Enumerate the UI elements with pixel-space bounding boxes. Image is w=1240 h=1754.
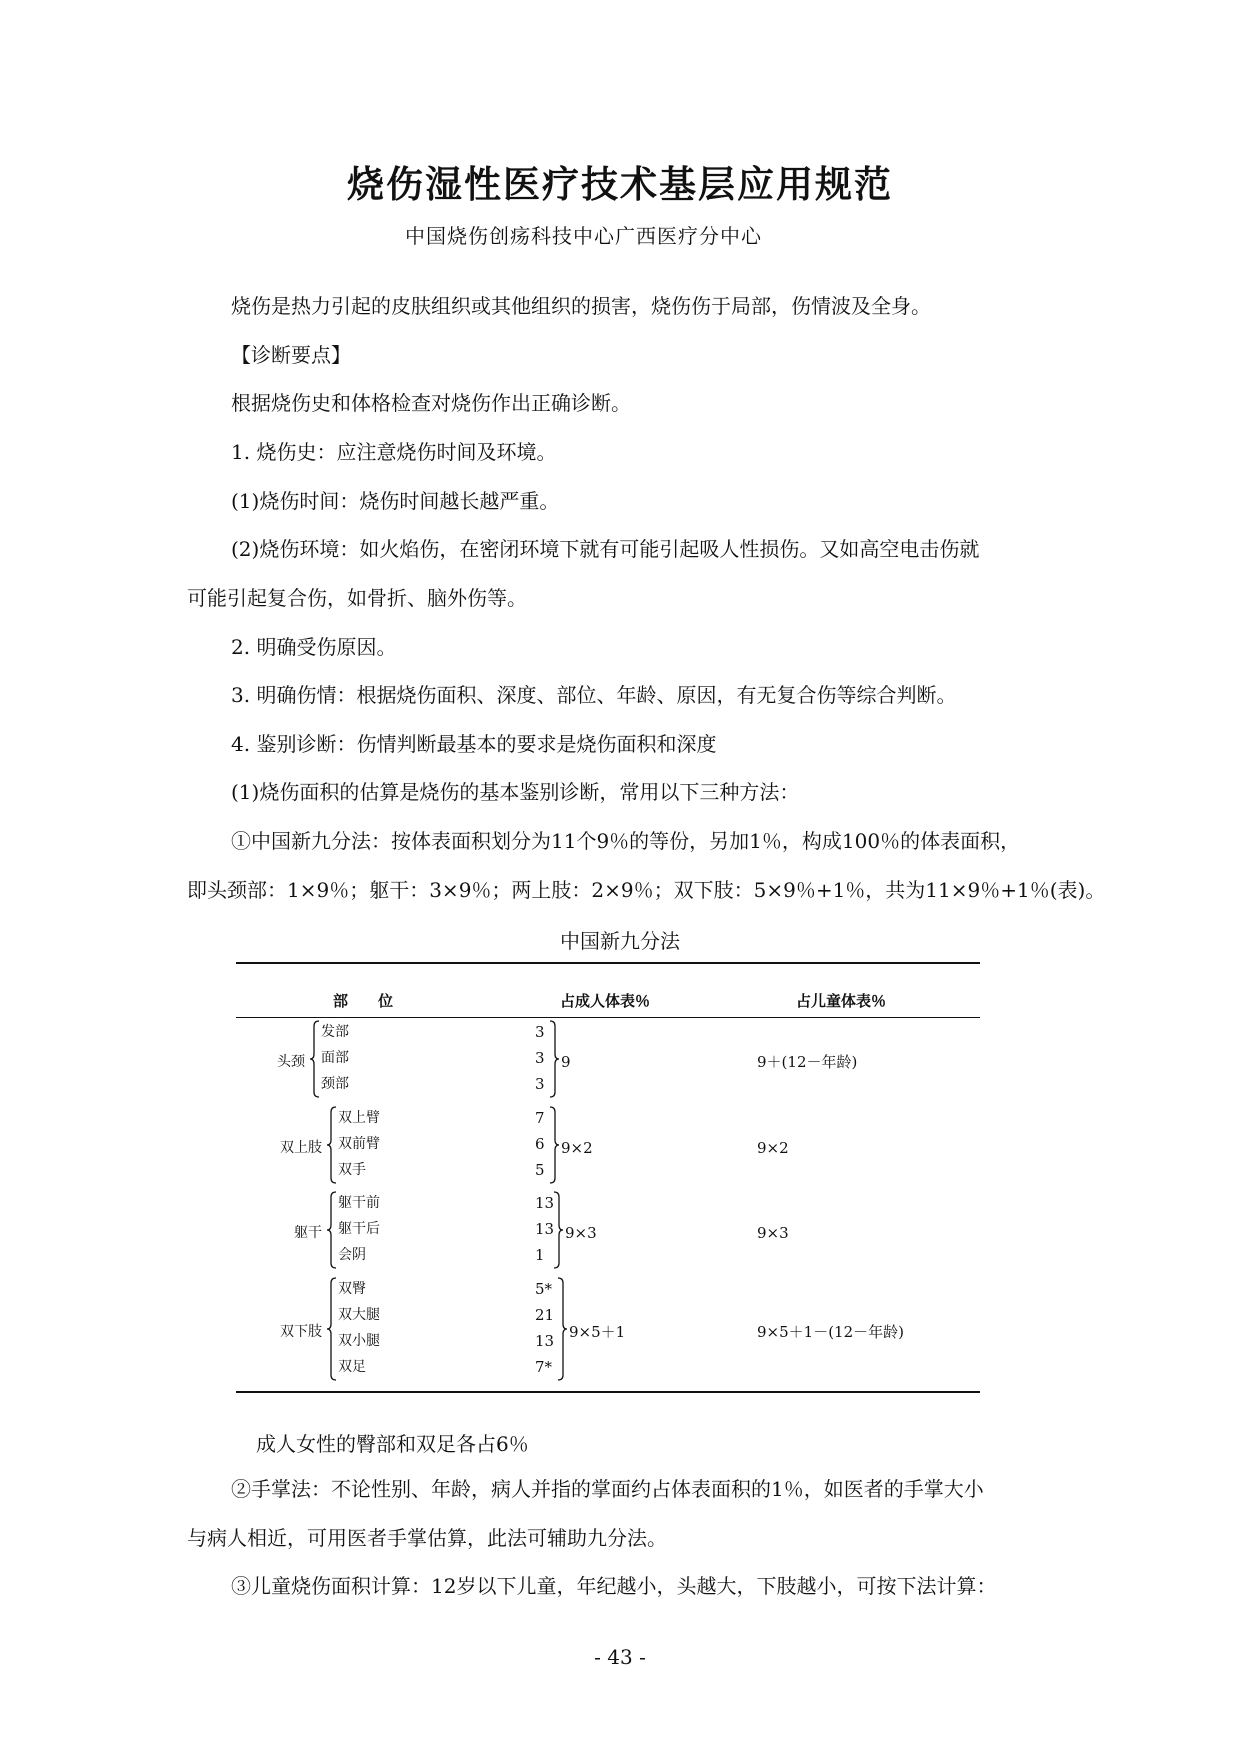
document-subtitle: 中国烧伤创疡科技中心广西医疗分中心 — [405, 224, 762, 248]
adult-percent-value: 21 — [535, 1306, 555, 1324]
table-top-rule — [236, 962, 980, 964]
body-part-label: 面部 — [321, 1050, 349, 1066]
row-group-label: 双下肢 — [280, 1324, 322, 1340]
child-percent-value: 9×3 — [757, 1224, 789, 1242]
adult-group-total: 9×3 — [565, 1224, 597, 1242]
paragraph: 4. 鉴别诊断：伤情判断最基本的要求是烧伤面积和深度 — [231, 732, 717, 756]
adult-percent-value: 13 — [535, 1220, 555, 1238]
adult-percent-value: 3 — [535, 1049, 545, 1067]
adult-percent-value: 13 — [535, 1332, 555, 1350]
paragraph: (1)烧伤面积的估算是烧伤的基本鉴别诊断，常用以下三种方法： — [231, 780, 800, 804]
adult-percent-value: 13 — [535, 1194, 555, 1212]
body-part-label: 双手 — [338, 1162, 366, 1178]
table-header-child: 占儿童体表％ — [796, 992, 887, 1010]
section-heading: 【诊断要点】 — [231, 343, 351, 367]
adult-percent-value: 3 — [535, 1023, 545, 1041]
paragraph: 根据烧伤史和体格检查对烧伤作出正确诊断。 — [231, 391, 631, 415]
child-percent-value: 9×5＋1－(12－年龄) — [757, 1323, 904, 1341]
body-part-label: 双臀 — [338, 1281, 366, 1297]
paragraph: 与病人相近，可用医者手掌估算，此法可辅助九分法。 — [187, 1526, 667, 1550]
adult-percent-value: 6 — [535, 1135, 545, 1153]
table-footnote: 成人女性的臀部和双足各占6％ — [256, 1432, 529, 1456]
group-brace-left — [309, 1020, 321, 1098]
row-group-label: 双上肢 — [280, 1140, 322, 1156]
adult-percent-value: 3 — [535, 1075, 545, 1093]
paragraph: 3. 明确伤情：根据烧伤面积、深度、部位、年龄、原因，有无复合伤等综合判断。 — [231, 683, 957, 707]
table-header-rule — [236, 1017, 980, 1018]
group-brace-right — [548, 1020, 560, 1098]
paragraph: 烧伤是热力引起的皮肤组织或其他组织的损害，烧伤伤于局部，伤情波及全身。 — [231, 294, 931, 318]
child-percent-value: 9＋(12－年龄) — [757, 1053, 858, 1071]
child-percent-value: 9×2 — [757, 1139, 789, 1157]
table-caption: 中国新九分法 — [560, 929, 680, 953]
paragraph: ③儿童烧伤面积计算：12岁以下儿童，年纪越小，头越大，下肢越小，可按下法计算： — [231, 1574, 997, 1598]
body-part-label: 会阴 — [338, 1247, 366, 1263]
row-group-label: 头颈 — [277, 1054, 305, 1070]
body-part-label: 双上臂 — [338, 1110, 380, 1126]
body-part-label: 躯干后 — [338, 1221, 380, 1237]
row-group-label: 躯干 — [294, 1225, 322, 1241]
document-title: 烧伤湿性医疗技术基层应用规范 — [347, 163, 893, 206]
body-part-label: 双小腿 — [338, 1333, 380, 1349]
adult-group-total: 9×5＋1 — [569, 1323, 626, 1341]
group-brace-right — [552, 1191, 564, 1269]
body-part-label: 躯干前 — [338, 1195, 380, 1211]
paragraph: ①中国新九分法：按体表面积划分为11个9％的等份，另加1％，构成100％的体表面积， — [231, 829, 1021, 853]
table-bottom-rule — [236, 1391, 980, 1393]
body-part-label: 双前臂 — [338, 1136, 380, 1152]
group-brace-right — [556, 1277, 568, 1381]
group-brace-right — [548, 1106, 560, 1184]
adult-percent-value: 7* — [535, 1358, 553, 1376]
paragraph: 可能引起复合伤，如骨折、脑外伤等。 — [187, 586, 527, 610]
adult-group-total: 9×2 — [561, 1139, 593, 1157]
group-brace-left — [326, 1106, 338, 1184]
table-header-part: 部 位 — [333, 992, 394, 1010]
body-part-label: 双大腿 — [338, 1307, 380, 1323]
body-part-label: 双足 — [338, 1359, 366, 1375]
paragraph: ②手掌法：不论性别、年龄，病人并指的掌面约占体表面积的1％，如医者的手掌大小 — [231, 1477, 984, 1501]
paragraph: (1)烧伤时间：烧伤时间越长越严重。 — [231, 489, 560, 513]
paragraph: 1. 烧伤史：应注意烧伤时间及环境。 — [231, 440, 557, 464]
adult-group-total: 9 — [561, 1053, 571, 1071]
page-number: - 43 - — [594, 1645, 646, 1669]
adult-percent-value: 5* — [535, 1280, 553, 1298]
group-brace-left — [326, 1277, 338, 1381]
paragraph: 即头颈部：1×9％；躯干：3×9％；两上肢：2×9％；双下肢：5×9％+1％，共为11×9％+1％(表)。 — [187, 878, 1106, 902]
group-brace-left — [326, 1191, 338, 1269]
body-part-label: 发部 — [321, 1024, 349, 1040]
body-part-label: 颈部 — [321, 1076, 349, 1092]
paragraph: (2)烧伤环境：如火焰伤，在密闭环境下就有可能引起吸人性损伤。又如高空电击伤就 — [231, 537, 980, 561]
table-header-adult: 占成人体表％ — [560, 992, 651, 1010]
paragraph: 2. 明确受伤原因。 — [231, 635, 397, 659]
adult-percent-value: 7 — [535, 1109, 545, 1127]
adult-percent-value: 5 — [535, 1161, 545, 1179]
adult-percent-value: 1 — [535, 1246, 545, 1264]
